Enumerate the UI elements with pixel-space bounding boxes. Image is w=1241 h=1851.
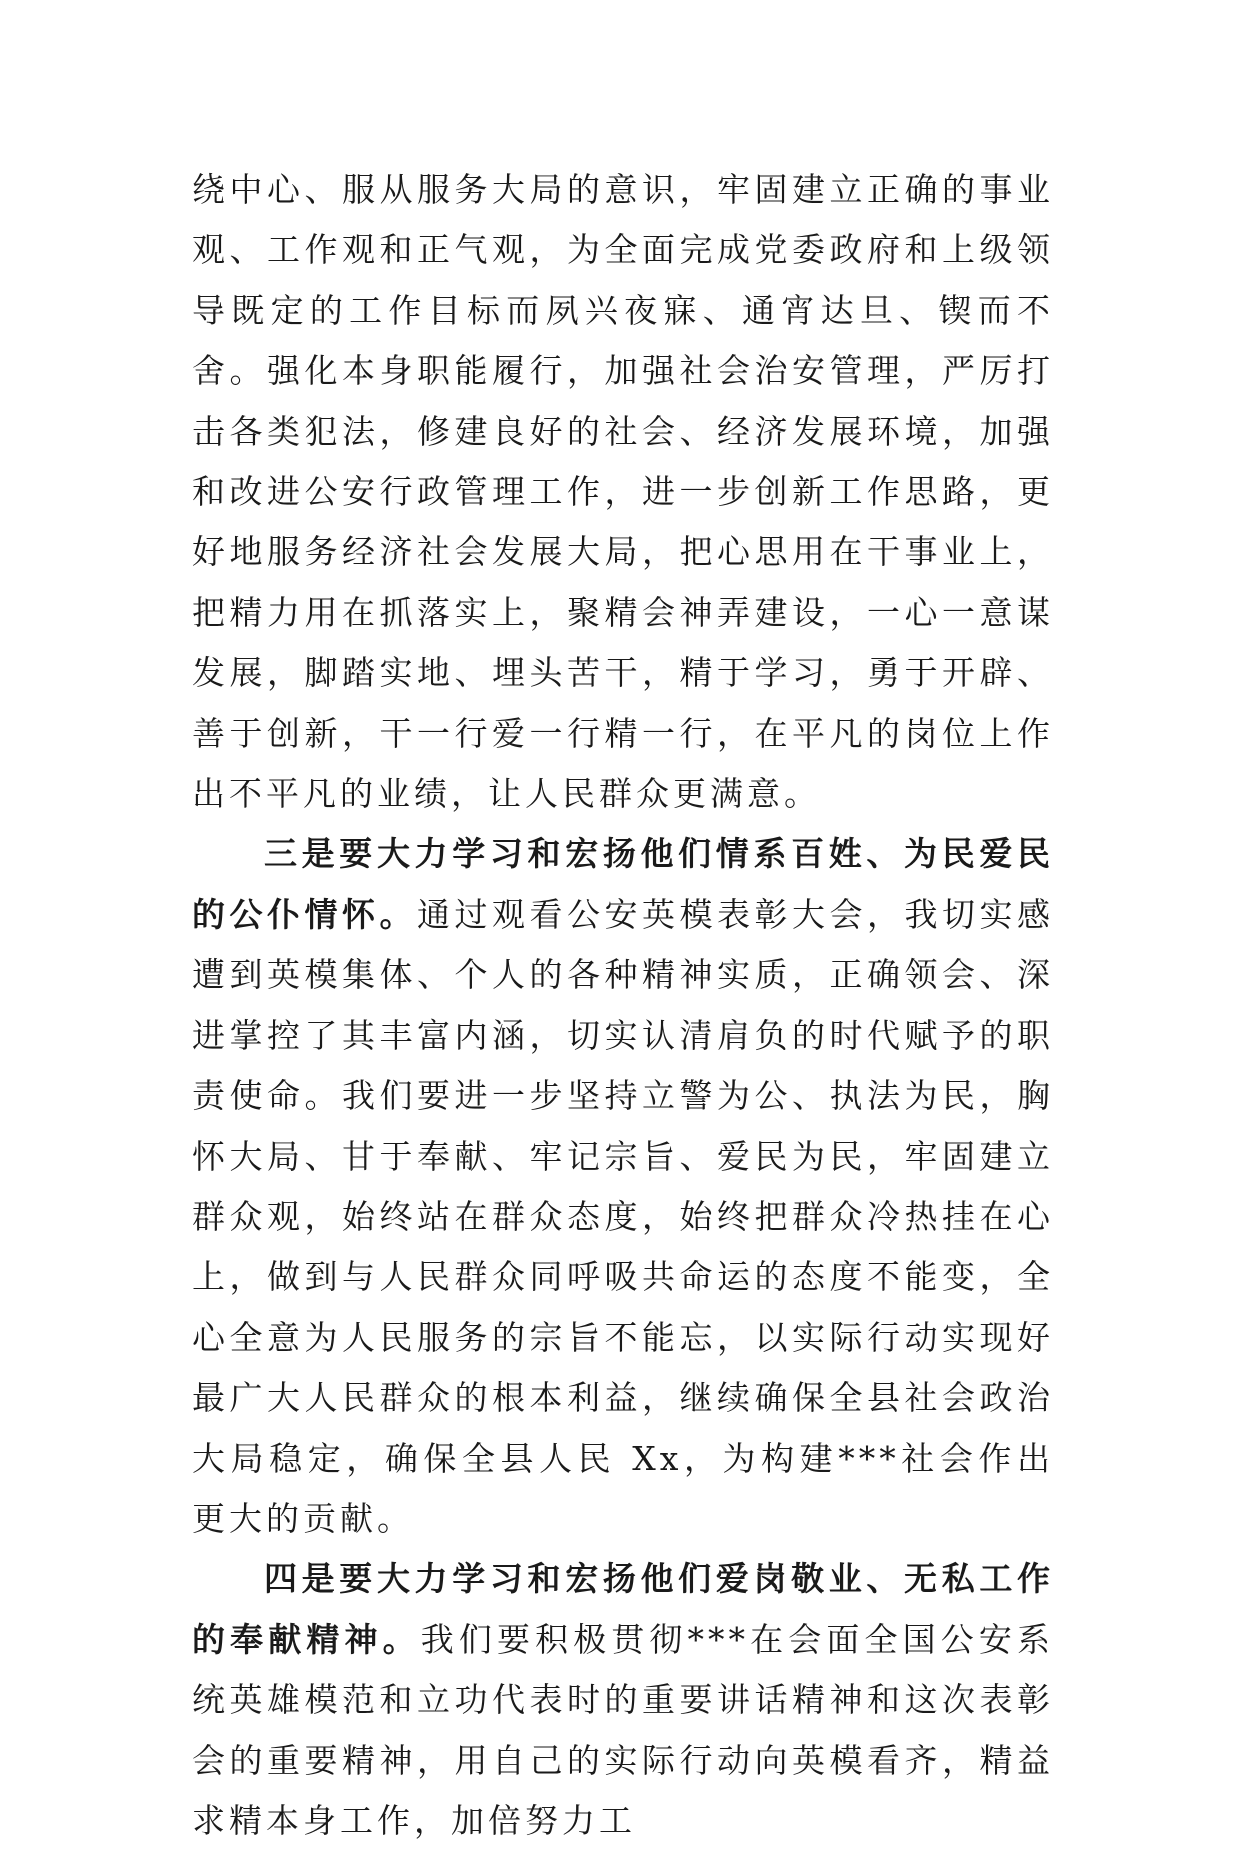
paragraph-point-four (192, 1549, 1054, 1851)
document-body (192, 160, 1054, 1851)
paragraph-text: 我们要积极贯彻***在会面全国公安系统英雄模范和立功代表时的重要讲话精神和这次表彰会的重要精神，用自己的实际行动向英模看齐，精益求精本身工作，加倍努力工 (192, 1619, 1055, 1840)
paragraph-lead-heading: 三是要大力学习和宏扬他们情系百姓、为民爱民的公仆情怀。 (192, 834, 1054, 934)
paragraph-text: 绕中心、服从服务大局的意识，牢固建立正确的事业观、工作观和正气观，为全面完成党委政府和上级领导既定的工作目标而夙兴夜寐、通宵达旦、锲而不舍。强化本身职能履行，加强社会治安管理，严厉打击各类犯法，修建良好的社会、经济发展环境，加强和改进公安行政管理工作，进一步创新工作思路，更好地服务经济社会发展大局，把心思用在干事业上，把精力用在抓落实上，聚精会神弄建设，一心一意谋发展，脚踏实地、埋头苦干，精于学习，勇于开辟、善于创新，干一行爱一行精一行，在平凡的岗位上作出不平凡的业绩，让人民群众更满意。 (192, 170, 1054, 814)
paragraph-point-three (192, 824, 1054, 1549)
paragraph-text: 通过观看公安英模表彰大会，我切实感遭到英模集体、个人的各种精神实质，正确领会、深进掌控了其丰富内涵，切实认清肩负的时代赋予的职责使命。我们要进一步坚持立警为公、执法为民，胸怀大局、甘于奉献、牢记宗旨、爱民为民，牢固建立群众观，始终站在群众态度，始终把群众冷热挂在心上，做到与人民群众同呼吸共命运的态度不能变，全心全意为人民服务的宗旨不能忘，以实际行动实现好最广大人民群众的根本利益，继续确保全县社会政治大局稳定，确保全县人民 Xx，为构建***社会作出更大的贡献。 (192, 894, 1054, 1538)
paragraph-continuation (192, 160, 1054, 824)
paragraph-lead-heading: 四是要大力学习和宏扬他们爱岗敬业、无私工作的奉献精神。 (192, 1559, 1054, 1659)
